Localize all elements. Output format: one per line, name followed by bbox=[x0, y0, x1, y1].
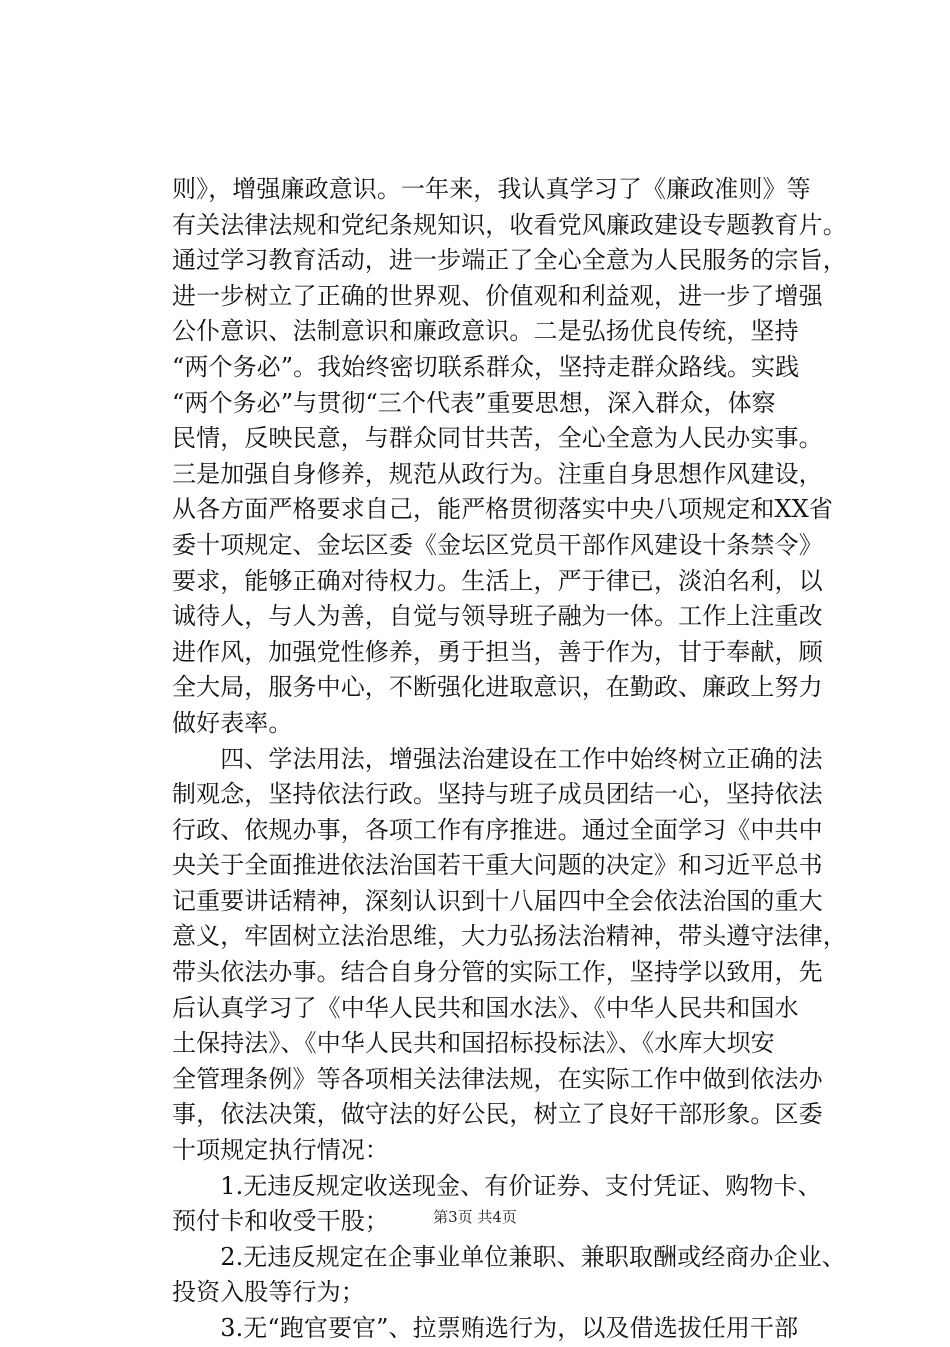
text-line: 土保持法》、《中华人民共和国招标投标法》、《水库大坝安 bbox=[172, 1029, 775, 1058]
text-line: 投资入股等行为； bbox=[172, 1278, 365, 1307]
page-footer bbox=[0, 1206, 950, 1227]
text-line: 记重要讲话精神，深刻认识到十八届四中全会依法治国的重大 bbox=[172, 886, 823, 915]
text-line: 从各方面严格要求自己，能严格贯彻落实中央八项规定和XX省 bbox=[172, 495, 833, 524]
list-item-line: 3.无“跑官要官”、拉票贿选行为，以及借选拔任用干部 bbox=[172, 1314, 799, 1342]
text-line: 有关法律法规和党纪条规知识，收看党风廉政建设专题教育片。 bbox=[172, 210, 847, 239]
text-line: 意义，牢固树立法治思维，大力弘扬法治精神，带头遵守法律， bbox=[172, 922, 847, 951]
text-line: 行政、依规办事，各项工作有序推进。通过全面学习《中共中 bbox=[172, 815, 823, 844]
text-line: 三是加强自身修养，规范从政行为。注重自身思想作风建设， bbox=[172, 459, 823, 488]
text-line: 后认真学习了《中华人民共和国水法》、《中华人民共和国水 bbox=[172, 993, 799, 1022]
text-line: 制观念，坚持依法行政。坚持与班子成员团结一心，坚持依法 bbox=[172, 780, 823, 809]
text-line: 央关于全面推进依法治国若干重大问题的决定》和习近平总书 bbox=[172, 851, 823, 880]
text-line: 做好表率。 bbox=[172, 708, 293, 737]
body-text bbox=[172, 172, 847, 1347]
text-line: 委十项规定、金坛区委《金坛区党员干部作风建设十条禁令》 bbox=[172, 530, 823, 559]
page-number-label: 第3页 共4页 bbox=[433, 1208, 517, 1226]
text-line: 要求，能够正确对待权力。生活上，严于律已，淡泊名利，以 bbox=[172, 566, 823, 595]
text-line: 事，依法决策，做守法的好公民，树立了良好干部形象。区委 bbox=[172, 1100, 823, 1129]
text-line: 通过学习教育活动，进一步端正了全心全意为人民服务的宗旨， bbox=[172, 246, 847, 275]
text-line: 进一步树立了正确的世界观、价值观和利益观，进一步了增强 bbox=[172, 281, 823, 310]
text-line: 则》，增强廉政意识。一年来，我认真学习了《廉政准则》等 bbox=[172, 175, 811, 203]
text-line: 十项规定执行情况： bbox=[172, 1136, 389, 1165]
text-line: “两个务必”。我始终密切联系群众，坚持走群众路线。实践 bbox=[172, 352, 800, 381]
text-line: 预付卡和收受干股； bbox=[172, 1207, 389, 1236]
text-line: “两个务必”与贯彻“三个代表”重要思想，深入群众，体察 bbox=[172, 388, 776, 417]
text-line: 进作风，加强党性修养，勇于担当，善于作为，甘于奉献，顾 bbox=[172, 637, 823, 666]
text-line: 全管理条例》等各项相关法律法规，在实际工作中做到依法办 bbox=[172, 1064, 823, 1093]
list-item-line: 1.无违反规定收送现金、有价证券、支付凭证、购物卡、 bbox=[172, 1171, 822, 1200]
text-line: 民情，反映民意，与群众同甘共苦，全心全意为人民办实事。 bbox=[172, 424, 823, 453]
text-line: 全大局，服务中心，不断强化进取意识，在勤政、廉政上努力 bbox=[172, 673, 823, 702]
list-item-line: 2.无违反规定在企事业单位兼职、兼职取酬或经商办企业、 bbox=[172, 1242, 846, 1271]
text-line: 诚待人，与人为善，自觉与领导班子融为一体。工作上注重改 bbox=[172, 602, 823, 631]
text-line: 公仆意识、法制意识和廉政意识。二是弘扬优良传统，坚持 bbox=[172, 317, 799, 346]
paragraph-start-line: 四、学法用法，增强法治建设在工作中始终树立正确的法 bbox=[172, 744, 823, 773]
text-line: 带头依法办事。结合自身分管的实际工作，坚持学以致用，先 bbox=[172, 958, 823, 987]
